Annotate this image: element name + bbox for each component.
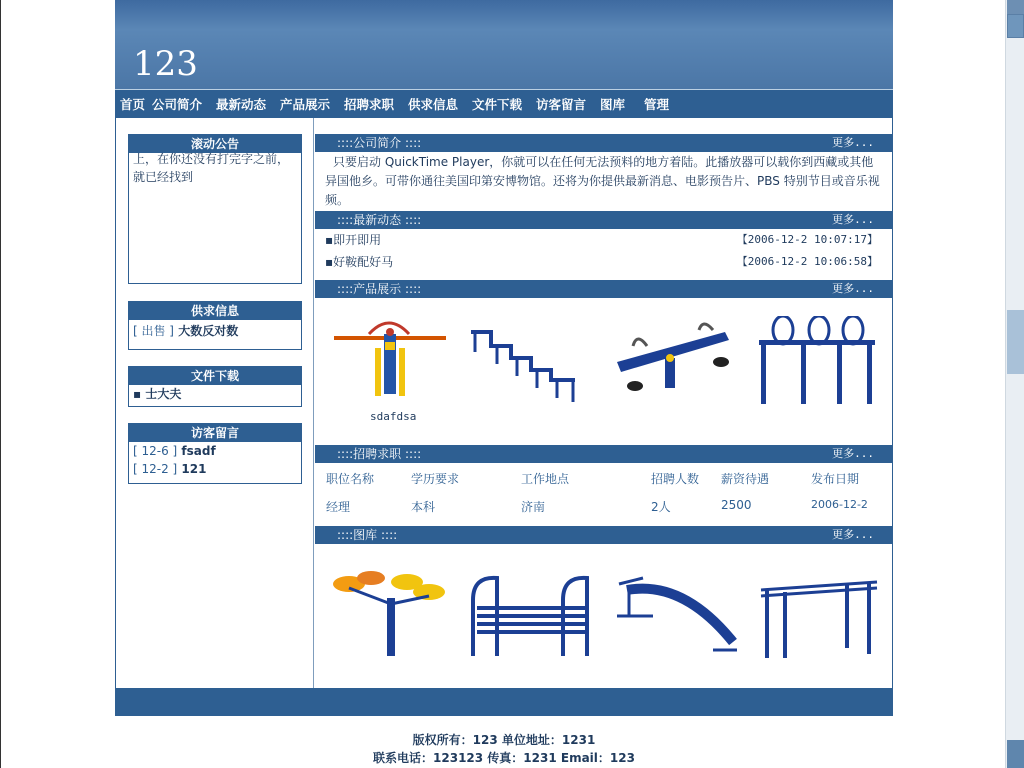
products-section [315, 280, 892, 440]
product-image-twister[interactable] [329, 314, 453, 404]
gallery-section-header [315, 526, 892, 544]
page-container [115, 0, 893, 768]
gallery-image-twister-discs[interactable] [329, 568, 453, 660]
guestbook-item-text: fsadf [181, 444, 216, 458]
jobs-header-position: 职位名称 [326, 472, 375, 486]
news-item[interactable] [315, 251, 892, 273]
guestbook-item[interactable] [133, 460, 297, 478]
scroll-notice-box [128, 134, 302, 284]
jobs-cell-location: 济南 [521, 500, 546, 514]
product-caption[interactable]: sdafdsa [370, 410, 417, 423]
guestbook-item[interactable] [133, 442, 297, 460]
scroll-notice-text: 上，在你还没有打完字之前，就已经找到 [133, 152, 290, 184]
site-title: 123 [133, 44, 198, 84]
site-header [115, 0, 893, 89]
guestbook-title: 访客留言 [129, 424, 301, 442]
news-section-header [315, 211, 892, 229]
scroll-up-arrow[interactable] [1007, 0, 1024, 14]
news-section [315, 211, 892, 273]
supply-item-tag: [ 出售 ] [133, 324, 174, 338]
products-section-header [315, 280, 892, 298]
company-section-title: ::::公司简介 :::: [337, 136, 422, 150]
download-item-text: 士大夫 [145, 387, 182, 401]
jobs-cell-salary: 2500 [721, 498, 752, 512]
supply-box [128, 301, 302, 350]
news-item-date: 【2006-12-2 10:07:17】 [736, 233, 878, 246]
jobs-cell-education: 本科 [411, 500, 436, 514]
footer-band [115, 688, 893, 716]
company-section [315, 134, 892, 210]
nav-products[interactable]: 产品展示 [280, 97, 331, 112]
bullet-icon: ▪ [325, 233, 334, 247]
gallery-image-bench[interactable] [467, 570, 593, 662]
company-intro-text: 只要启动 QuickTime Player，你就可以在任何无法预料的地方着陆。此播放器可以载你到西藏或其他异国他乡。可带你通往美国印第安博物馆。还将为你提供最新消息、电影预告片、PBS 特别节目或音乐视频。 [325, 155, 880, 207]
guestbook-item-date: [ 12-6 ] [133, 444, 178, 458]
footer-copyright: 版权所有：123 单位地址：1231 [412, 733, 596, 747]
gallery-image-parallel-bars[interactable] [755, 574, 881, 662]
nav-gallery[interactable]: 图库 [600, 97, 626, 112]
jobs-cell-position[interactable]: 经理 [326, 500, 351, 514]
gallery-image-situp-board[interactable] [613, 570, 739, 662]
jobs-cell-headcount: 2人 [651, 500, 671, 514]
jobs-header-headcount: 招聘人数 [651, 472, 700, 486]
supply-item-text: 大数反对数 [178, 324, 239, 338]
footer-contact: 联系电话：123123 传真：1231 Email：123 [373, 751, 635, 765]
jobs-header-location: 工作地点 [521, 472, 570, 486]
gallery-more-link[interactable]: 更多... [832, 528, 874, 541]
guestbook-item-date: [ 12-2 ] [133, 462, 178, 476]
product-image-seesaw[interactable] [613, 322, 737, 412]
bullet-icon: ▪ [133, 387, 142, 401]
scroll-down-arrow[interactable] [1007, 740, 1024, 768]
jobs-section-title: ::::招聘求职 :::: [337, 447, 422, 461]
news-item-date: 【2006-12-2 10:06:58】 [736, 255, 878, 268]
jobs-section [315, 445, 892, 517]
product-image-steps[interactable] [467, 326, 595, 406]
jobs-cell-date: 2006-12-2 [811, 498, 868, 511]
nav-company[interactable]: 公司简介 [152, 97, 203, 112]
guestbook-box [128, 423, 302, 484]
nav-news[interactable]: 最新动态 [216, 97, 267, 112]
downloads-box [128, 366, 302, 407]
jobs-header-education: 学历要求 [411, 472, 460, 486]
news-more-link[interactable]: 更多... [832, 213, 874, 226]
gallery-section-title: ::::图库 :::: [337, 528, 398, 542]
products-section-title: ::::产品展示 :::: [337, 282, 422, 296]
page-left-border [0, 0, 1, 768]
supply-item[interactable] [133, 322, 297, 340]
scroll-thumb[interactable] [1007, 14, 1024, 38]
news-item-title[interactable]: 好鞍配好马 [333, 255, 394, 269]
gallery-section [315, 526, 892, 686]
nav-admin[interactable]: 管理 [644, 97, 670, 112]
scroll-track-highlight [1007, 310, 1024, 374]
nav-jobs[interactable]: 招聘求职 [344, 97, 395, 112]
downloads-title: 文件下载 [129, 367, 301, 385]
nav-guestbook[interactable]: 访客留言 [536, 97, 587, 112]
jobs-header-date: 发布日期 [811, 472, 860, 486]
nav-supply[interactable]: 供求信息 [408, 97, 459, 112]
company-section-header [315, 134, 892, 152]
main-content [115, 118, 893, 688]
news-item-title[interactable]: 即开即用 [333, 233, 382, 247]
nav-home[interactable]: 首页 [120, 97, 146, 112]
company-more-link[interactable]: 更多... [832, 136, 874, 149]
vertical-scrollbar[interactable] [1005, 0, 1024, 768]
jobs-header-salary: 薪资待遇 [721, 472, 770, 486]
products-more-link[interactable]: 更多... [832, 282, 874, 295]
scroll-notice-title: 滚动公告 [129, 135, 301, 153]
bullet-icon: ▪ [325, 255, 334, 269]
supply-title: 供求信息 [129, 302, 301, 320]
guestbook-item-text: 121 [181, 462, 207, 476]
nav-downloads[interactable]: 文件下载 [472, 97, 523, 112]
download-item[interactable] [133, 385, 297, 403]
main-navbar [115, 89, 893, 118]
news-item[interactable] [315, 229, 892, 251]
jobs-section-header [315, 445, 892, 463]
product-image-rings-frame[interactable] [753, 316, 879, 408]
column-divider [313, 118, 314, 688]
jobs-more-link[interactable]: 更多... [832, 447, 874, 460]
news-section-title: ::::最新动态 :::: [337, 213, 422, 227]
